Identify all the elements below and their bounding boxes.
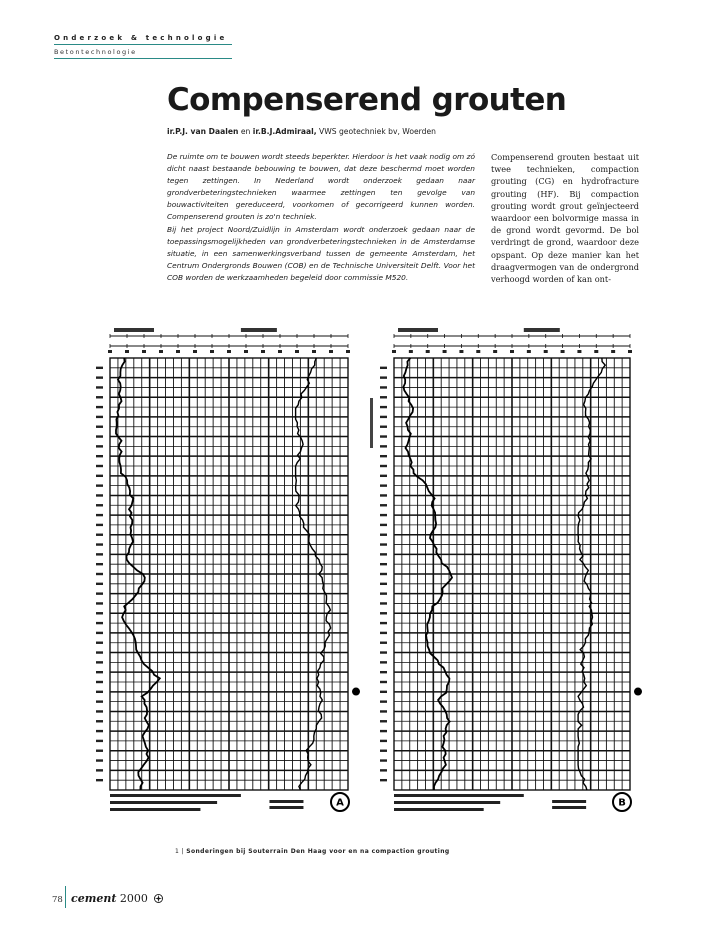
page-number: 78 xyxy=(52,895,63,905)
authors-line xyxy=(167,127,436,136)
subsection-divider xyxy=(54,58,232,59)
figure-caption xyxy=(175,848,450,855)
article-intro xyxy=(167,151,475,284)
panel-a-label: A xyxy=(336,797,344,809)
section-label: Onderzoek & technologie xyxy=(54,34,228,42)
figure-number: 1 | xyxy=(175,848,184,855)
section-divider xyxy=(54,44,232,45)
cpt-figure xyxy=(92,318,662,846)
magazine-logo-icon xyxy=(154,894,163,903)
figure-caption-text: Sonderingen bij Souterrain Den Haag voor en na compaction grouting xyxy=(186,848,450,855)
subsection-label: Betontechnologie xyxy=(54,48,137,56)
author-2: ir.B.J.Admiraal, xyxy=(252,127,317,136)
intro-paragraph-2: Bij het project Noord/Zuidlijn in Amsterdam wordt onderzoek gedaan naar de toepassingsmogelijkheden van grondverbeteringstechnieken in de Amsterdamse situatie, in een samenwerkingsverband tussen de gemeente Amsterdam, het Centrum Ondergronds Bouwen (COB) en de Technische Universiteit Delft. Voor het COB worden de werkzaamheden begeleid door commissie M520. xyxy=(167,224,475,282)
cpt-chart-panel-b xyxy=(370,328,642,811)
author-affiliation: VWS geotechniek bv, Woerden xyxy=(319,127,436,136)
folio-divider xyxy=(65,886,66,908)
cpt-chart-panel-a xyxy=(92,328,360,811)
author-connector: en xyxy=(240,127,251,136)
intro-paragraph-1: De ruimte om te bouwen wordt steeds beperkter. Hierdoor is het vaak nodig om zó dicht naast bestaande bebouwing te bouwen, dat deze beschermd moet worden tegen zettingen. In Nederland wordt onderzoek gedaan naar grondverbeteringstechnieken waarmee zettingen ten gevolge van bouwactiviteiten gereduceerd, voorkomen of gecorrigeerd kunnen worden. Compenserend grouten is zo'n techniek. xyxy=(167,152,475,222)
magazine-title: cement xyxy=(71,892,117,905)
article-title: Compenserend grouten xyxy=(167,82,567,118)
magazine-name xyxy=(71,892,163,905)
author-1: ir.P.J. van Daalen xyxy=(167,127,239,136)
article-body-column: Compenserend grouten bestaat uit twee technieken, compaction grouting (CG) en hydrofracture grouting (HF). Bij compaction grouting wordt grout geïnjecteerd waardoor een bolvormige massa in de grond wordt gevormd. De bol verdringt de grond, waardoor deze opspant. Op deze manier kan het draagvermogen van de ondergrond verhoogd worden of kan ont- xyxy=(491,152,639,285)
panel-b-label: B xyxy=(618,797,626,809)
magazine-year: 2000 xyxy=(119,892,148,905)
